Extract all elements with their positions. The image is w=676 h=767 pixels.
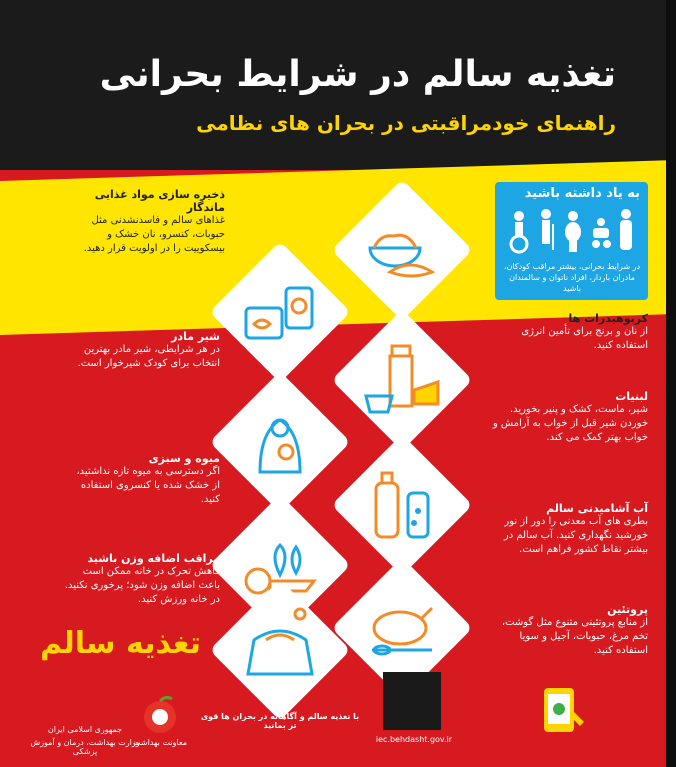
- milk-title: شیر مادر: [171, 330, 220, 343]
- carbs-title: کربوهیدرات ها: [568, 312, 648, 325]
- storage-text: غذاهای سالم و فاسدنشدنی مثل حبوبات، کنسرو، نان خشک و بیسکوییت را در اولویت قرار دهید.: [83, 215, 225, 254]
- milk-text: در هر شرایطی، شیر مادر بهترین انتخاب برای کودک شیرخوار است.: [77, 344, 220, 369]
- poster-title: تغذیه سالم در شرایط بحرانی: [99, 54, 616, 95]
- carbs-text: از نان و برنج برای تأمین انرژی استفاده کنید.: [521, 326, 648, 351]
- iran-emblem-icon: [68, 690, 96, 720]
- dairy-title: لبنیات: [615, 390, 648, 403]
- dairy-text: شیر، ماست، کشک و پنیر بخورید. خوردن شیر قبل از خواب به آرامش و خواب بهتر کمک می کند.: [492, 404, 648, 443]
- dairy-icon: [362, 340, 442, 420]
- water-block: [488, 502, 648, 557]
- dairy-block: [488, 390, 648, 445]
- remember-box: [495, 182, 648, 300]
- water-title: آب آشامیدنی سالم: [546, 502, 648, 515]
- ministry-line1: جمهوری اسلامی ایران: [47, 725, 123, 734]
- healthy-nutrition-logo: تغذیه سالم: [40, 626, 201, 661]
- weight-text: کاهش تحرک در خانه ممکن است باعث اضافه وزن شود؛ پرخوری نکنید. در خانه ورزش کنید.: [64, 566, 220, 605]
- chicken-icon: [362, 588, 442, 668]
- water-text: بطری های آب معدنی را دور از نور خورشید نگهداری کنید. آب سالم در بیشتر نقاط کشور فراهم است.: [503, 516, 648, 555]
- poster-subtitle: راهنمای خودمراقبتی در بحران های نظامی: [196, 111, 616, 135]
- ministry-line2: وزارت بهداشت، درمان و آموزش پزشکی: [30, 738, 140, 756]
- phone-tap-icon: [540, 684, 595, 739]
- mother-baby-icon: [240, 402, 320, 482]
- weight-block: [62, 552, 220, 607]
- remember-text: در شرایط بحرانی، بیشتر مراقب کودکان، مادران باردار، افراد ناتوان و سالمندان باشید: [503, 262, 641, 293]
- carbs-block: [488, 312, 648, 353]
- protein-title: پروتئین: [607, 603, 648, 616]
- protein-text: از منابع پروتئینی متنوع مثل گوشت، تخم مرغ، حبوبات، آجیل و سویا استفاده کنید.: [501, 617, 648, 656]
- qr-code[interactable]: [383, 672, 441, 730]
- remember-title: به یاد داشته باشید: [524, 186, 640, 201]
- scale-icon: [240, 600, 320, 680]
- protein-block: [488, 603, 648, 658]
- apple-logo-icon: [140, 695, 180, 735]
- vulnerable-people-icon: [501, 206, 641, 254]
- water-bottle-icon: [362, 465, 442, 545]
- weight-title: مراقب اضافه وزن باشید: [87, 552, 220, 565]
- cta-text: با تغذیه سالم و آگاهانه در بحران ها قوی تر بمانید: [200, 712, 360, 730]
- fruits-text: اگر دسترسی به میوه تازه نداشتید، از خشک شده یا کنسروی استفاده کنید.: [76, 466, 220, 505]
- deputy-label: معاونت بهداشت: [133, 738, 187, 747]
- milk-block: [70, 330, 220, 371]
- fruits-title: میوه و سبزی: [148, 452, 220, 465]
- fruits-block: [70, 452, 220, 507]
- bread-bowl-icon: [360, 210, 440, 290]
- canned-food-icon: [240, 272, 320, 352]
- website-url[interactable]: iec.behdasht.gov.ir: [375, 735, 453, 744]
- edge-strip: [666, 0, 676, 767]
- storage-title: ذخیره سازی مواد غذایی ماندگار: [94, 188, 225, 214]
- storage-block: [80, 188, 225, 256]
